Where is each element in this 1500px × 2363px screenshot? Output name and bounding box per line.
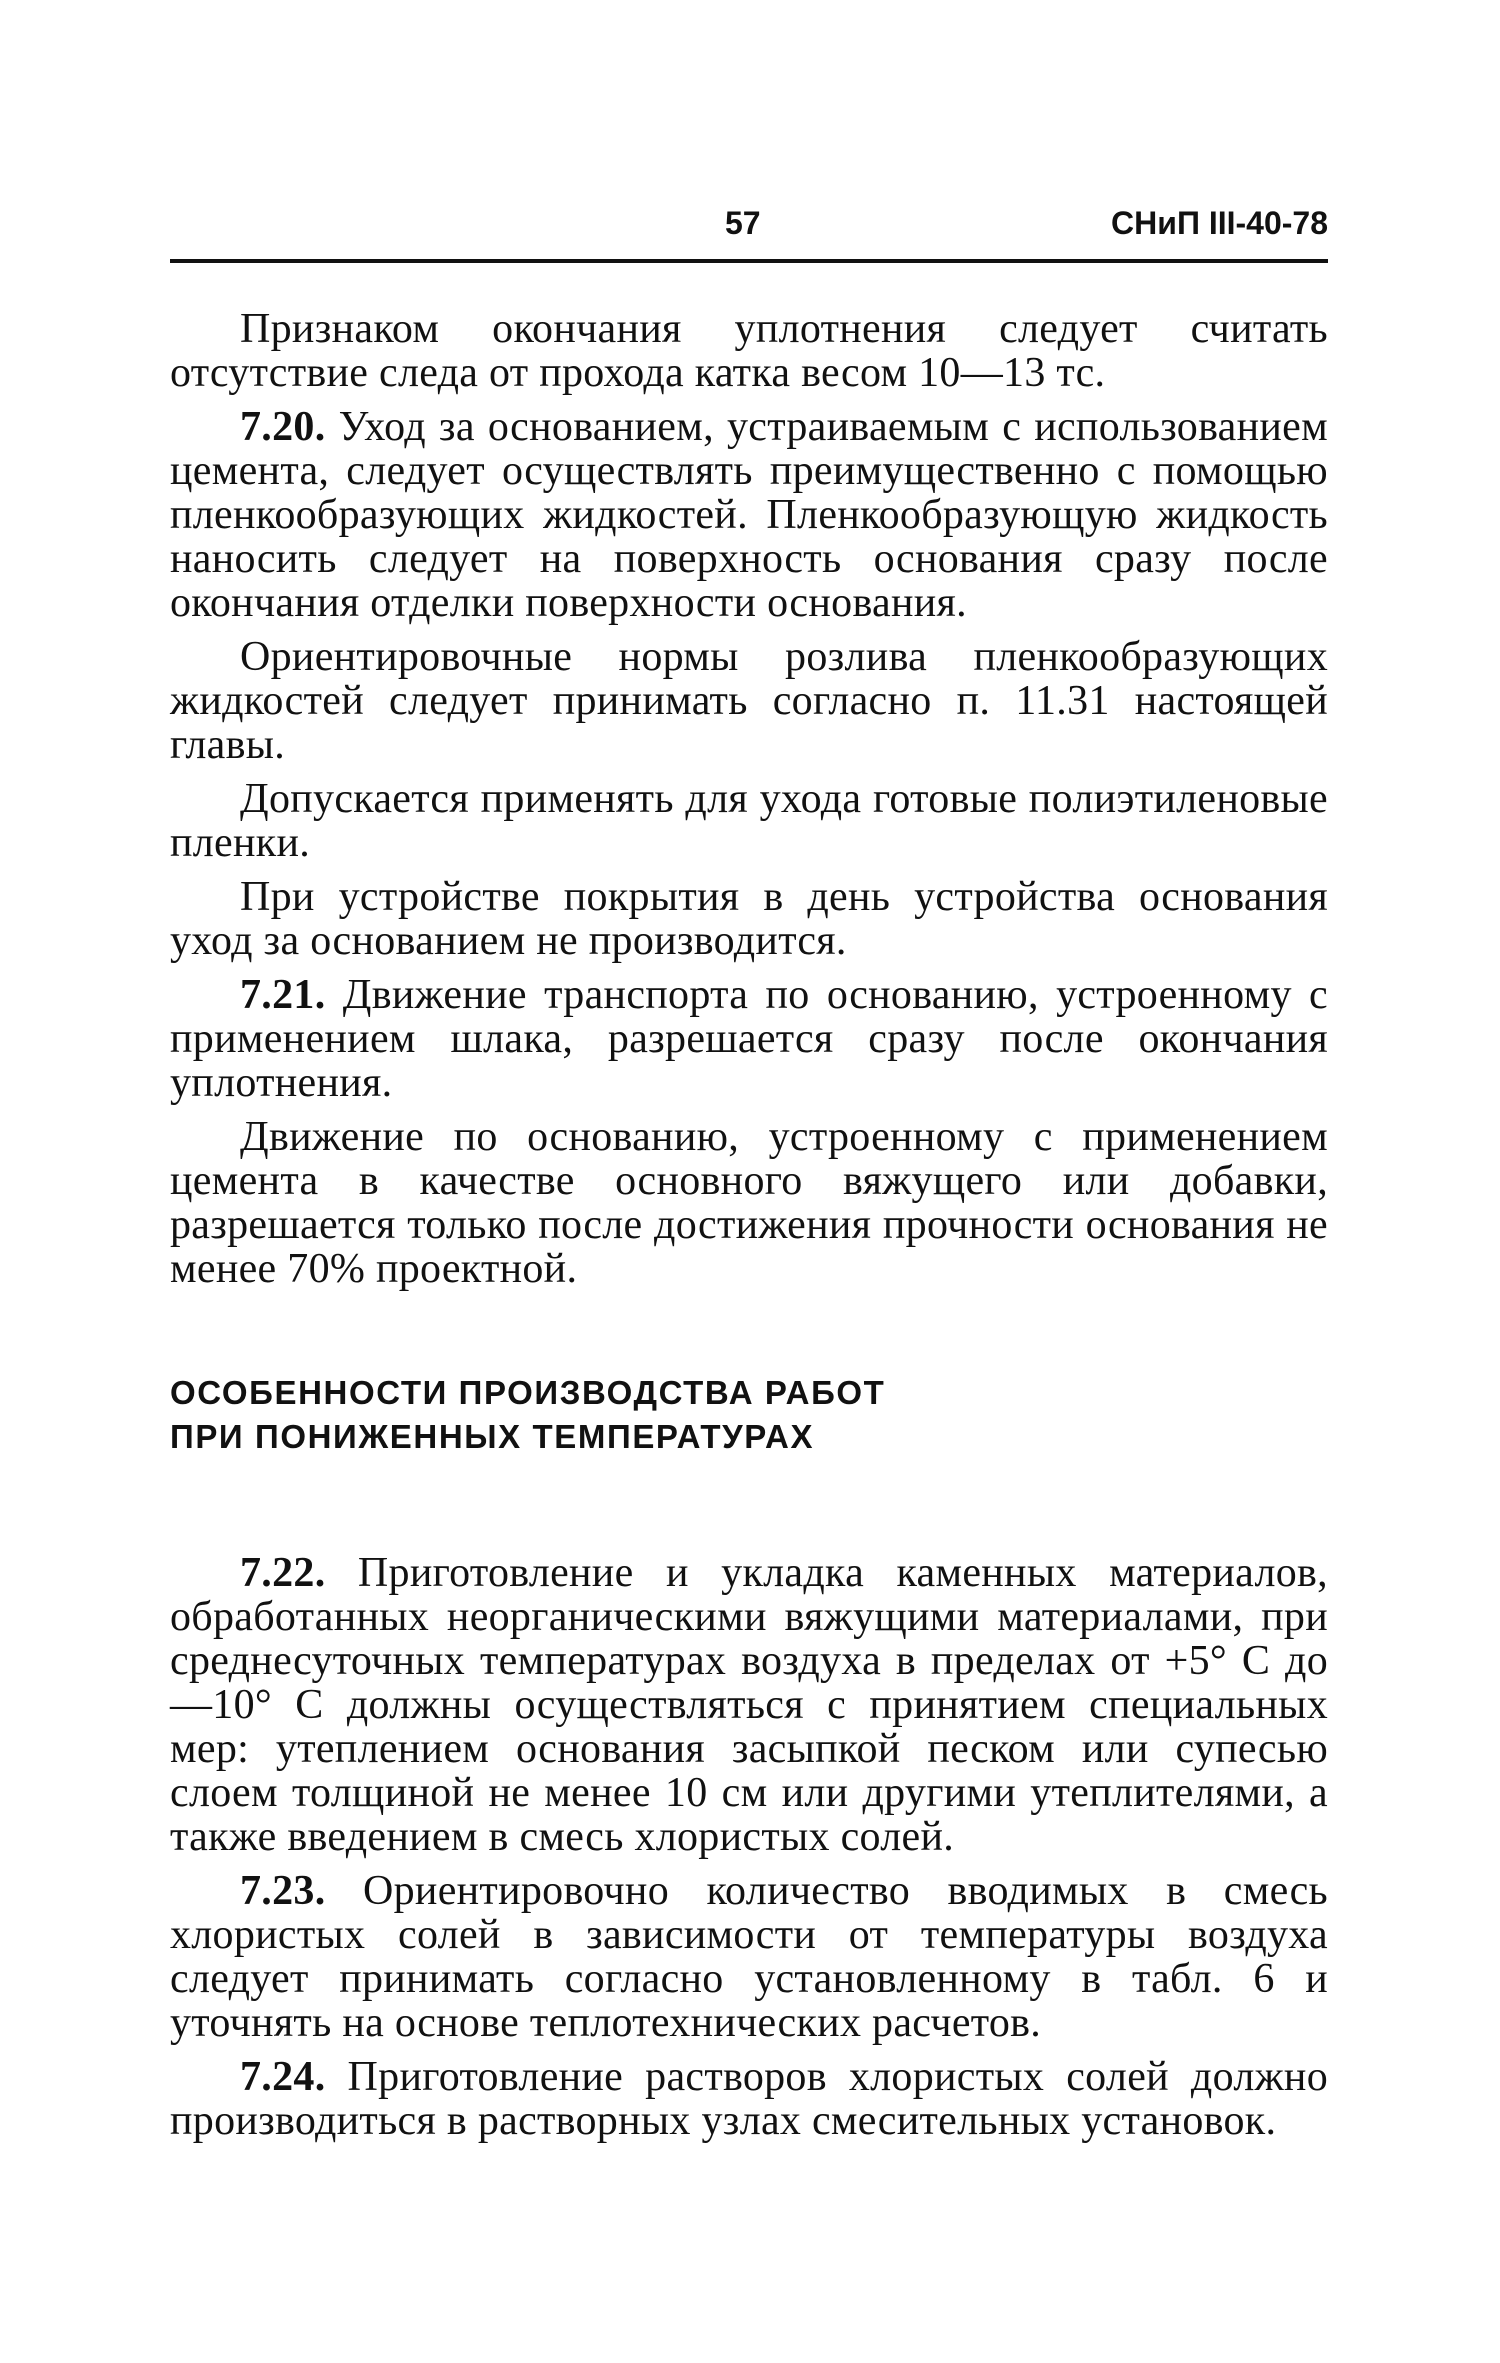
clause-number: 7.20. <box>240 404 326 450</box>
paragraph-text: Допускается применять для ухода готовые полиэтиленовые пленки. <box>170 776 1328 866</box>
paragraph-text: Движение по основанию, устроенному с применением цемента в качестве основного вяжущего или добавки, разрешается только после достижения прочности основания не менее 70% проектной. <box>170 1114 1328 1292</box>
paragraph-7-23 <box>170 1869 1328 2045</box>
paragraph-cement-traffic <box>170 1115 1328 1291</box>
paragraph-text: При устройстве покрытия в день устройства основания уход за основанием не производится. <box>170 874 1328 964</box>
body-text-bottom <box>170 1551 1328 2143</box>
clause-number: 7.21. <box>240 972 326 1018</box>
document-code: СНиП III-40-78 <box>1111 205 1328 241</box>
document-page <box>170 195 1328 2143</box>
paragraph-7-24 <box>170 2055 1328 2143</box>
section-heading <box>170 1371 1328 1459</box>
section-heading-line-2: ПРИ ПОНИЖЕННЫХ ТЕМПЕРАТУРАХ <box>170 1418 815 1455</box>
clause-number: 7.22. <box>240 1550 326 1596</box>
paragraph-7-21 <box>170 973 1328 1105</box>
paragraph-text: Ориентировочные нормы розлива пленкообразующих жидкостей следует принимать согласно п. 11.31 настоящей главы. <box>170 634 1328 768</box>
paragraph-polyethylene <box>170 777 1328 865</box>
clause-number: 7.24. <box>240 2054 326 2100</box>
paragraph-text: Ориентировочно количество вводимых в смесь хлористых солей в зависимости от температуры воздуха следует принимать согласно установленному в табл. 6 и уточнять на основе теплотехнических расчетов. <box>170 1868 1328 2046</box>
paragraph-text: Уход за основанием, устраиваемым с использованием цемента, следует осуществлять преимущественно с помощью пленкообразующих жидкостей. Пленкообразующую жидкость наносить следует на поверхность основания сразу после окончания отделки поверхности основания. <box>170 404 1328 626</box>
paragraph-text: Приготовление растворов хлористых солей должно производиться в растворных узлах смесительных установок. <box>170 2054 1328 2144</box>
paragraph-text: Приготовление и укладка каменных материалов, обработанных неорганическими вяжущими материалами, при среднесуточных температурах воздуха в пределах от +5° С до —10° С должны осуществляться с принятием специальных мер: утеплением основания засыпкой песком или супесью слоем толщиной не менее 10 см или другими утеплителями, а также введением в смесь хлористых солей. <box>170 1550 1328 1860</box>
paragraph-7-22 <box>170 1551 1328 1859</box>
paragraph-compaction-end <box>170 307 1328 395</box>
section-heading-line-1: ОСОБЕННОСТИ ПРОИЗВОДСТВА РАБОТ <box>170 1374 886 1411</box>
paragraph-7-20 <box>170 405 1328 625</box>
paragraph-text: Движение транспорта по основанию, устроенному с применением шлака, разрешается сразу после окончания уплотнения. <box>170 972 1328 1106</box>
paragraph-film-rates <box>170 635 1328 767</box>
paragraph-text: Признаком окончания уплотнения следует считать отсутствие следа от прохода катка весом 10—13 тс. <box>170 306 1328 396</box>
body-text-top <box>170 307 1328 1291</box>
paragraph-no-care <box>170 875 1328 963</box>
clause-number: 7.23. <box>240 1868 326 1914</box>
page-number: 57 <box>725 205 761 241</box>
running-header <box>170 195 1328 257</box>
header-rule <box>170 259 1328 263</box>
